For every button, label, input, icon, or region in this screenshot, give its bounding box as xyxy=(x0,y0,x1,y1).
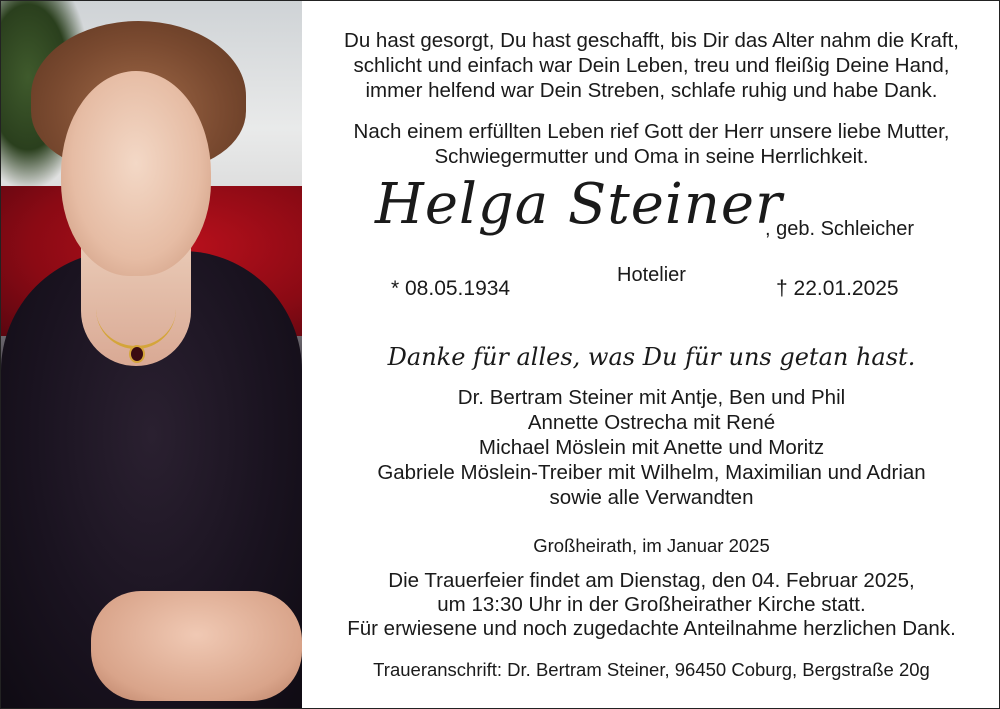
maiden-name: , geb. Schleicher xyxy=(765,218,914,240)
ceremony-line: Für erwiesene und noch zugedachte Anteilnahme herzlichen Dank. xyxy=(347,617,956,640)
verse-line: schlicht und einfach war Dein Leben, treu und fleißig Deine Hand, xyxy=(353,54,950,77)
ceremony-info xyxy=(303,569,1000,641)
pendant xyxy=(129,345,145,363)
face xyxy=(61,71,211,276)
verse-line: immer helfend war Dein Streben, schlafe ruhig und habe Dank. xyxy=(365,79,938,102)
folded-hands xyxy=(91,591,302,701)
mourner-line: Dr. Bertram Steiner mit Antje, Ben und Phil xyxy=(457,386,846,409)
death-date: † 22.01.2025 xyxy=(776,277,899,300)
deceased-name: Helga Steiner xyxy=(375,172,783,237)
thanks-line: Danke für alles, was Du für uns getan hast. xyxy=(387,343,916,371)
verse-line: Du hast gesorgt, Du hast geschafft, bis Dir das Alter nahm die Kraft, xyxy=(344,29,959,52)
mourning-address: Traueranschrift: Dr. Bertram Steiner, 96450 Coburg, Bergstraße 20g xyxy=(373,659,930,680)
mourner-line: Gabriele Möslein-Treiber mit Wilhelm, Maximilian und Adrian xyxy=(377,461,926,484)
occupation: Hotelier xyxy=(617,264,686,286)
intro-text xyxy=(303,119,1000,169)
mourner-line: Annette Ostrecha mit René xyxy=(527,411,776,434)
portrait-photo xyxy=(1,1,302,708)
mourner-line: Michael Möslein mit Anette und Moritz xyxy=(478,436,825,459)
place-date: Großheirath, im Januar 2025 xyxy=(533,535,770,556)
mourners-list xyxy=(303,385,1000,510)
intro-line: Nach einem erfüllten Leben rief Gott der Herr unsere liebe Mutter, xyxy=(353,120,950,143)
ceremony-line: Die Trauerfeier findet am Dienstag, den 04. Februar 2025, xyxy=(388,569,915,592)
ceremony-line: um 13:30 Uhr in der Großheirather Kirche statt. xyxy=(437,593,866,616)
birth-date: * 08.05.1934 xyxy=(391,277,511,300)
notice-text xyxy=(303,0,1000,709)
mourner-line: sowie alle Verwandten xyxy=(549,486,754,509)
memorial-verse xyxy=(303,28,1000,103)
intro-line: Schwiegermutter und Oma in seine Herrlichkeit. xyxy=(434,145,869,168)
